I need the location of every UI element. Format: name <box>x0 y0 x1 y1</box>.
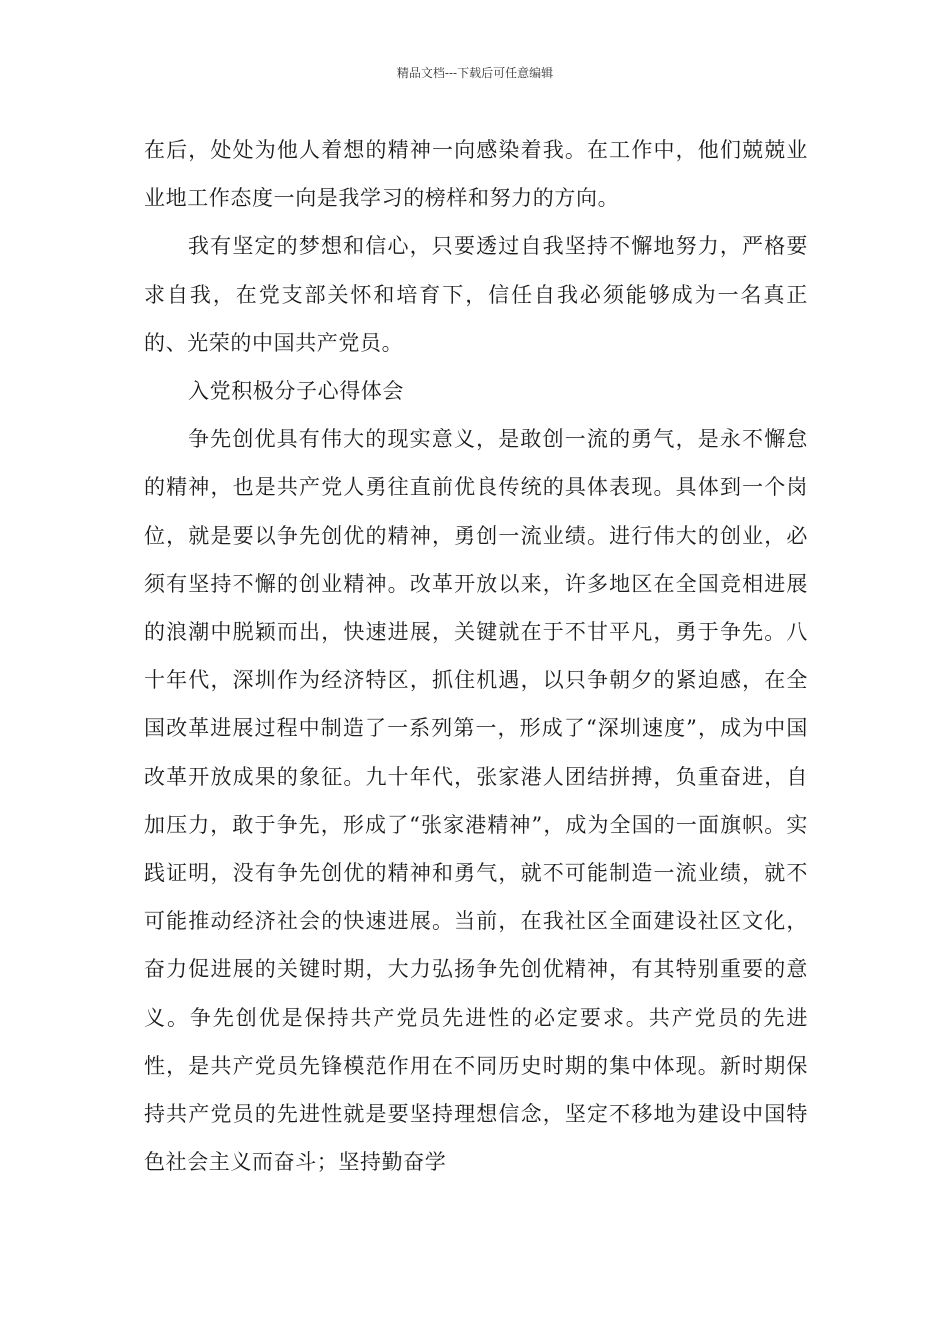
document-body <box>144 126 808 1186</box>
paragraph-3: 争先创优具有伟大的现实意义，是敢创一流的勇气，是永不懈怠的精神，也是共产党人勇往直前优良传统的具体表现。具体到一个岗位，就是要以争先创优的精神，勇创一流业绩。进行伟大的创业，必须有坚持不懈的创业精神。改革开放以来，许多地区在全国竞相进展的浪潮中脱颖而出，快速进展，关键就在于不甘平凡，勇于争先。八十年代，深圳作为经济特区，抓住机遇，以只争朝夕的紧迫感，在全国改革进展过程中制造了一系列第一，形成了“深圳速度”，成为中国改革开放成果的象征。九十年代，张家港人团结拼搏，负重奋进，自加压力，敢于争先，形成了“张家港精神”，成为全国的一面旗帜。实践证明，没有争先创优的精神和勇气，就不可能制造一流业绩，就不可能推动经济社会的快速进展。当前，在我社区全面建设社区文化，奋力促进展的关键时期，大力弘扬争先创优精神，有其特别重要的意义。争先创优是保持共产党员先进性的必定要求。共产党员的先进性，是共产党员先锋模范作用在不同历史时期的集中体现。新时期保持共产党员的先进性就是要坚持理想信念，坚定不移地为建设中国特色社会主义而奋斗；坚持勤奋学 <box>144 427 808 1175</box>
paragraph-1: 在后，处处为他人着想的精神一向感染着我。在工作中，他们兢兢业业地工作态度一向是我学习的榜样和努力的方向。 <box>144 138 808 211</box>
section-heading: 入党积极分子心得体会 <box>188 379 404 404</box>
paragraph-2: 我有坚定的梦想和信心，只要透过自我坚持不懈地努力，严格要求自我，在党支部关怀和培育下，信任自我必须能够成为一名真正的、光荣的中国共产党员。 <box>144 234 808 355</box>
page-header: 精品文档---下载后可任意编辑 <box>396 66 554 80</box>
